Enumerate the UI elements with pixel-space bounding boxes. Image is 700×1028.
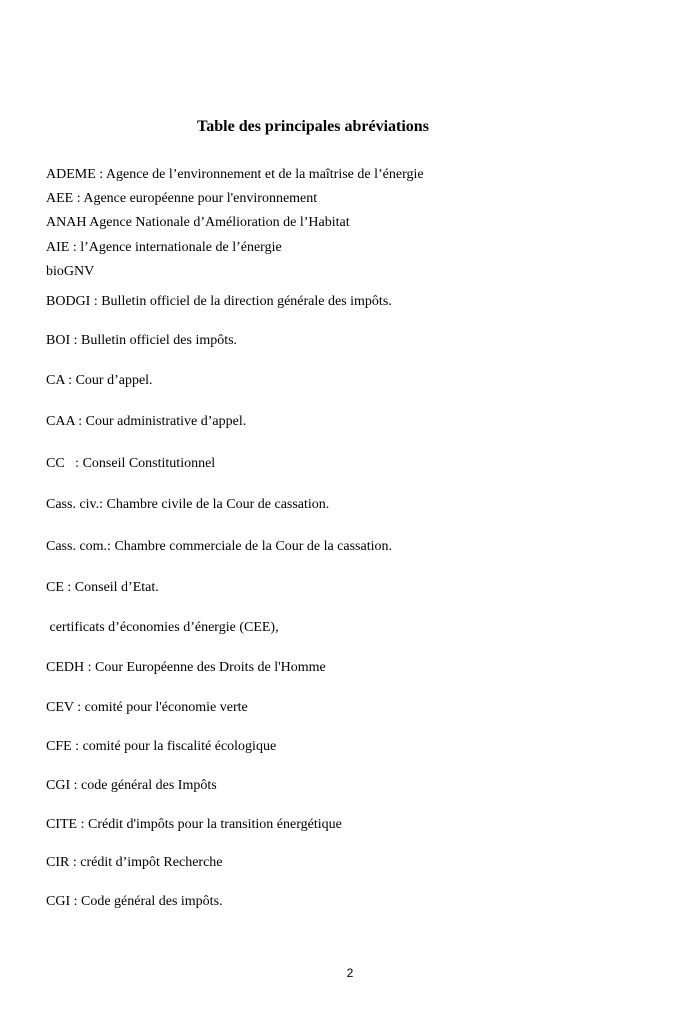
abbreviation-entry: certificats d’économies d’énergie (CEE),: [46, 620, 279, 635]
abbreviation-entry: CC : Conseil Constitutionnel: [46, 456, 216, 471]
abbreviation-entry: CAA : Cour administrative d’appel.: [46, 414, 247, 429]
abbreviation-entry: CEV : comité pour l'économie verte: [46, 700, 248, 715]
abbreviation-entry: ANAH Agence Nationale d’Amélioration de l’Habitat: [46, 215, 350, 230]
abbreviation-entry: CEDH : Cour Européenne des Droits de l'Homme: [46, 660, 326, 675]
abbreviation-entry: AIE : l’Agence internationale de l’énergie: [46, 240, 282, 255]
abbreviation-entry: CA : Cour d’appel.: [46, 373, 153, 388]
abbreviation-entry: bioGNV: [46, 264, 95, 279]
page-number: 2: [346, 966, 354, 980]
abbreviation-entry: Cass. com.: Chambre commerciale de la Cour de la cassation.: [46, 539, 393, 554]
abbreviation-entry: CITE : Crédit d'impôts pour la transition énergétique: [46, 817, 342, 832]
abbreviation-entry: CIR : crédit d’impôt Recherche: [46, 855, 223, 870]
page-title: Table des principales abréviations: [197, 118, 429, 135]
abbreviation-entry: CFE : comité pour la fiscalité écologique: [46, 739, 277, 754]
abbreviation-entry: BOI : Bulletin officiel des impôts.: [46, 333, 238, 348]
abbreviation-entry: Cass. civ.: Chambre civile de la Cour de cassation.: [46, 497, 330, 512]
abbreviation-entry: AEE : Agence européenne pour l'environnement: [46, 191, 318, 206]
abbreviation-entry: BODGI : Bulletin officiel de la direction générale des impôts.: [46, 294, 392, 309]
abbreviation-entry: CE : Conseil d’Etat.: [46, 580, 159, 595]
abbreviation-entry: CGI : Code général des impôts.: [46, 894, 223, 909]
abbreviation-entry: CGI : code général des Impôts: [46, 778, 217, 793]
abbreviation-entry: ADEME : Agence de l’environnement et de la maîtrise de l’énergie: [46, 167, 424, 182]
